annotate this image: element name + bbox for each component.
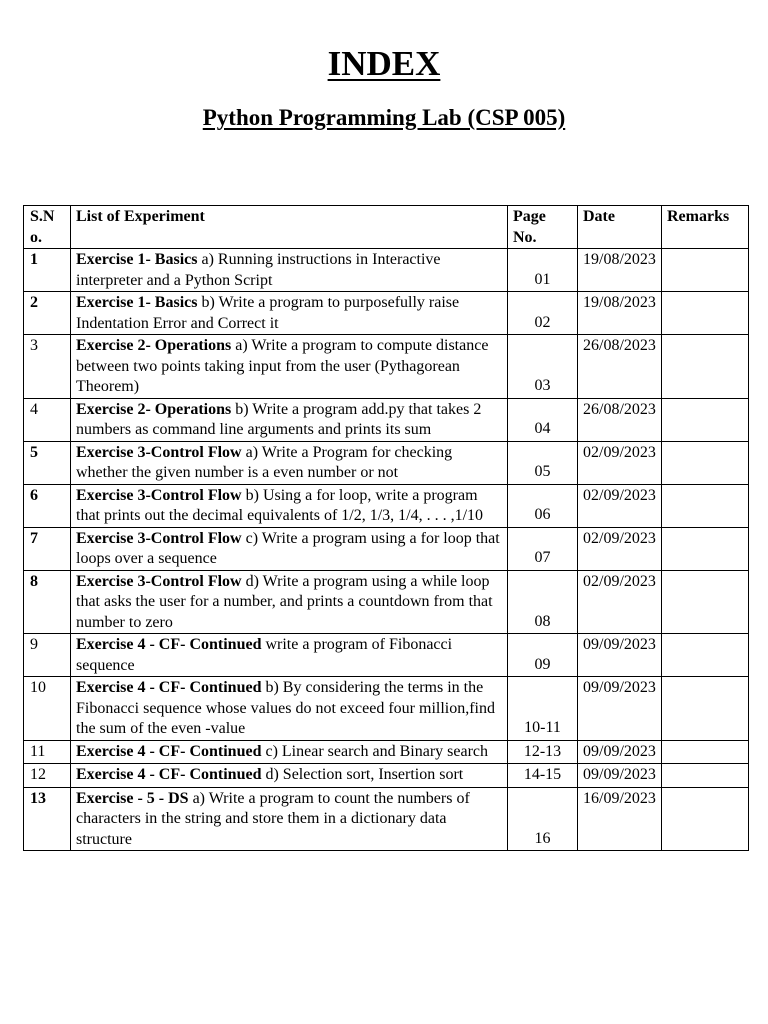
row-page: 05 <box>508 441 578 484</box>
row-sno: 4 <box>24 398 71 441</box>
header-experiment: List of Experiment <box>71 206 508 249</box>
row-date: 02/09/2023 <box>578 441 662 484</box>
row-page: 01 <box>508 249 578 292</box>
table-row <box>24 335 749 399</box>
exercise-description: d) Write a program using a while loop that asks the user for a number, and prints a countdown from that number to zero <box>76 572 493 631</box>
row-remarks <box>662 634 749 677</box>
row-experiment <box>71 292 508 335</box>
row-page: 06 <box>508 484 578 527</box>
row-sno: 8 <box>24 570 71 634</box>
row-page: 07 <box>508 527 578 570</box>
row-remarks <box>662 249 749 292</box>
row-sno: 7 <box>24 527 71 570</box>
exercise-description: c) Linear search and Binary search <box>261 742 489 760</box>
row-page: 03 <box>508 335 578 399</box>
row-remarks <box>662 677 749 741</box>
table-row <box>24 634 749 677</box>
exercise-description: b) Write a program to purposefully raise Indentation Error and Correct it <box>76 294 460 332</box>
row-date: 09/09/2023 <box>578 740 662 764</box>
row-sno: 1 <box>24 249 71 292</box>
row-page: 08 <box>508 570 578 634</box>
row-date: 26/08/2023 <box>578 398 662 441</box>
row-page: 02 <box>508 292 578 335</box>
row-sno: 12 <box>24 764 71 788</box>
table-row <box>24 398 749 441</box>
row-date: 09/09/2023 <box>578 634 662 677</box>
row-sno: 9 <box>24 634 71 677</box>
row-remarks <box>662 398 749 441</box>
exercise-description: a) Write a Program for checking whether the given number is a even number or not <box>76 443 453 481</box>
row-experiment <box>71 398 508 441</box>
row-experiment <box>71 527 508 570</box>
exercise-description: a) Write a program to compute distance between two points taking input from the user (Pythagorean Theorem) <box>76 337 489 395</box>
header-page: Page No. <box>508 206 578 249</box>
table-row <box>24 441 749 484</box>
row-experiment <box>71 740 508 764</box>
exercise-title: Exercise 4 - CF- Continued <box>76 679 262 696</box>
row-sno: 5 <box>24 441 71 484</box>
exercise-description: a) Running instructions in Interactive interpreter and a Python Script <box>76 251 441 289</box>
table-row <box>24 527 749 570</box>
row-page: 16 <box>508 787 578 851</box>
experiment-index-table <box>23 205 749 851</box>
exercise-title: Exercise - 5 - DS <box>76 789 189 807</box>
row-sno: 13 <box>24 787 71 851</box>
row-remarks <box>662 335 749 399</box>
table-row <box>24 570 749 634</box>
header-sno: S.No. <box>24 206 71 249</box>
row-sno: 11 <box>24 740 71 764</box>
row-page: 10-11 <box>508 677 578 741</box>
row-date: 19/08/2023 <box>578 292 662 335</box>
row-remarks <box>662 441 749 484</box>
row-page: 12-13 <box>508 740 578 764</box>
row-date: 02/09/2023 <box>578 484 662 527</box>
row-experiment <box>71 441 508 484</box>
row-experiment <box>71 335 508 399</box>
row-experiment <box>71 787 508 851</box>
row-sno: 6 <box>24 484 71 527</box>
row-experiment <box>71 570 508 634</box>
table-row <box>24 787 749 851</box>
table-row <box>24 249 749 292</box>
row-sno: 10 <box>24 677 71 741</box>
table-row <box>24 764 749 788</box>
exercise-title: Exercise 3-Control Flow <box>76 443 242 461</box>
exercise-title: Exercise 1- Basics <box>76 251 198 268</box>
row-page: 04 <box>508 398 578 441</box>
page-subtitle-text: Python Programming Lab (CSP 005) <box>202 105 566 130</box>
table-row <box>24 677 749 741</box>
exercise-title: Exercise 2- Operations <box>76 400 232 418</box>
page-title <box>0 44 768 84</box>
row-sno: 3 <box>24 335 71 399</box>
exercise-title: Exercise 4 - CF- Continued <box>76 636 262 653</box>
exercise-title: Exercise 3-Control Flow <box>76 572 242 590</box>
exercise-title: Exercise 1- Basics <box>76 294 198 311</box>
page-title-text: INDEX <box>327 44 441 83</box>
table-row <box>24 484 749 527</box>
row-experiment <box>71 764 508 788</box>
row-remarks <box>662 764 749 788</box>
header-date: Date <box>578 206 662 249</box>
row-sno: 2 <box>24 292 71 335</box>
row-experiment <box>71 634 508 677</box>
row-page: 09 <box>508 634 578 677</box>
table-body <box>24 249 749 851</box>
row-date: 26/08/2023 <box>578 335 662 399</box>
row-date: 09/09/2023 <box>578 677 662 741</box>
exercise-title: Exercise 3-Control Flow <box>76 486 242 504</box>
row-experiment <box>71 249 508 292</box>
row-page: 14-15 <box>508 764 578 788</box>
row-experiment <box>71 677 508 741</box>
table-row <box>24 292 749 335</box>
header-remarks: Remarks <box>662 206 749 249</box>
exercise-description: b) Write a program add.py that takes 2 numbers as command line arguments and prints its sum <box>76 400 482 438</box>
row-date: 02/09/2023 <box>578 527 662 570</box>
exercise-description: d) Selection sort, Insertion sort <box>261 766 464 783</box>
row-date: 16/09/2023 <box>578 787 662 851</box>
exercise-title: Exercise 4 - CF- Continued <box>76 766 262 783</box>
exercise-description: a) Write a program to count the numbers of characters in the string and store them in a dictionary data structure <box>76 789 470 848</box>
table-row <box>24 740 749 764</box>
row-remarks <box>662 787 749 851</box>
exercise-description: b) By considering the terms in the Fibonacci sequence whose values do not exceed four million,find the sum of the even -value <box>76 679 495 737</box>
row-experiment <box>71 484 508 527</box>
row-date: 02/09/2023 <box>578 570 662 634</box>
row-remarks <box>662 484 749 527</box>
row-remarks <box>662 292 749 335</box>
page-subtitle <box>0 105 768 131</box>
row-remarks <box>662 740 749 764</box>
exercise-title: Exercise 2- Operations <box>76 337 232 354</box>
exercise-title: Exercise 4 - CF- Continued <box>76 742 262 760</box>
exercise-description: c) Write a program using a for loop that loops over a sequence <box>76 529 500 567</box>
table-header-row <box>24 206 749 249</box>
row-remarks <box>662 570 749 634</box>
exercise-description: write a program of Fibonacci sequence <box>76 636 453 674</box>
row-date: 19/08/2023 <box>578 249 662 292</box>
row-date: 09/09/2023 <box>578 764 662 788</box>
exercise-title: Exercise 3-Control Flow <box>76 529 242 547</box>
exercise-description: b) Using a for loop, write a program that prints out the decimal equivalents of 1/2, 1/3, 1/4, . . . ,1/10 <box>76 486 484 524</box>
row-remarks <box>662 527 749 570</box>
